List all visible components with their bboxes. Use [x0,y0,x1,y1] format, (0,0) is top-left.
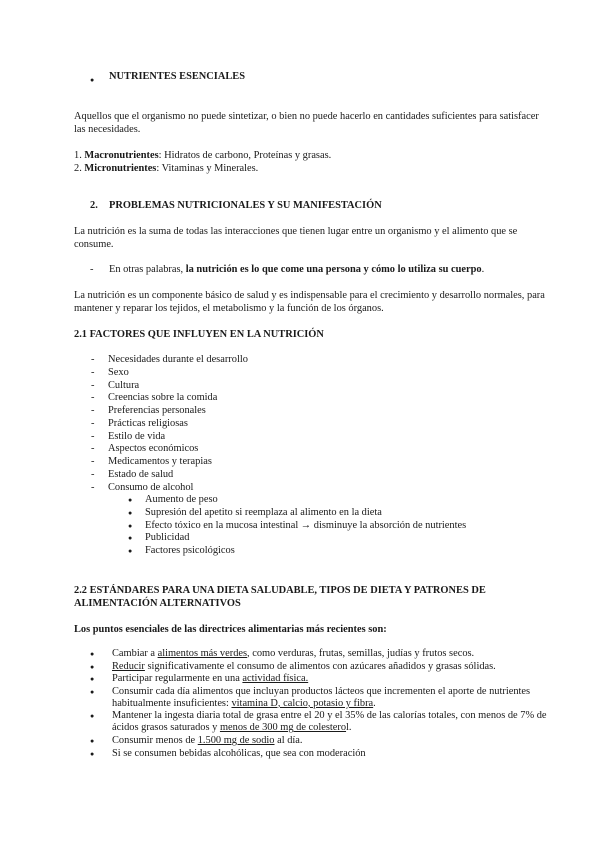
text: Mantener la ingesta diaria total de grasa entre el 20 y el 35% de las calorías totales, con menos de 7% de ácidos grasos saturados y [112,710,547,734]
dash-item-en-otras-palabras [109,264,549,277]
paragraph-nutricion-suma: La nutrición es la suma de todas las interacciones que tienen lugar entre un organismo y el alimento que se consume. [74,226,518,250]
dash-intro: En otras palabras, [109,264,186,275]
list-item: ● Factores psicológicos [128,545,558,558]
list-item: ● Publicidad [128,532,558,545]
list-item [90,748,550,760]
list-item [90,648,550,660]
list-item [90,710,550,734]
list-item [90,661,550,673]
list-item: - Consumo de alcohol [91,482,551,495]
list-item [90,673,550,685]
guidelines-list [90,648,550,760]
dash-bold: la nutrición es lo que come una persona y cómo lo utiliza su cuerpo [185,264,482,275]
underlined-text: 1.500 mg de sodio [197,734,275,746]
heading-nutrientes-esenciales: NUTRIENTES ESENCIALES [109,71,245,82]
text: Cambiar a [112,648,158,659]
list-item: - Aspectos económicos [91,443,551,456]
underlined-text: actividad física. [242,673,309,685]
underlined-text: alimentos más verdes [157,648,248,659]
list-item: - Cultura [91,380,551,393]
list-item: - Necesidades durante el desarrollo [91,354,551,367]
heading-problemas-nutricionales: PROBLEMAS NUTRICIONALES Y SU MANIFESTACIÓN [109,200,382,211]
paragraph-definition: Aquellos que el organismo no puede sintetizar, o bien no puede hacerlo en cantidades suficientes para satisfacer las necesidades. [74,111,539,135]
list-item [90,686,550,710]
text: significativamente el consumo de alimentos con azúcares añadidos y grasas sólidas. [144,660,496,672]
numbered-item [74,150,549,163]
text: Consumir menos de [112,734,198,746]
paragraph-componente-basico: La nutrición es un componente básico de salud y es indispensable para el crecimiento y desarrollo normales, para mantener y reparar los tejidos, el metabolismo y la función de los órganos. [74,290,545,314]
text: . [373,697,376,709]
list-item: - Estado de salud [91,469,551,482]
text: , como verduras, frutas, semillas, judías y frutos secos. [247,648,475,659]
item-desc: : Hidratos de carbono, Proteínas y grasas. [158,150,332,161]
numbered-item [74,163,549,176]
bullet-dot: ● [90,76,95,84]
list-item: - Estilo de vida [91,431,551,444]
section-number: 2. [90,200,98,211]
text: Participar regularmente en una [112,673,243,685]
text: l. [346,722,352,734]
item-number: 2. [74,163,82,174]
list-item: - Medicamentos y terapias [91,456,551,469]
list-item: ● Aumento de peso [128,494,558,507]
underlined-text: vitamina D, calcio, potasio y fibra [231,697,374,709]
underlined-text: menos de 300 mg de colestero [219,722,347,734]
item-term: Macronutrientes [84,150,159,161]
list-item: ● Efecto tóxico en la mucosa intestinal → disminuye la absorción de nutrientes [128,520,558,533]
list-item: - Preferencias personales [91,405,551,418]
alcohol-sublist [128,494,558,558]
heading-factores: 2.1 FACTORES QUE INFLUYEN EN LA NUTRICIÓN [74,329,324,340]
item-term: Micronutrientes [84,163,157,174]
heading-estandares: 2.2 ESTÁNDARES PARA UNA DIETA SALUDABLE, TIPOS DE DIETA Y PATRONES DE ALIMENTACIÓN ALTERNATIVOS [74,585,486,609]
list-item: ● Supresión del apetito si reemplaza al alimento en la dieta [128,507,558,520]
list-item: - Creencias sobre la comida [91,392,551,405]
factors-list [91,354,551,494]
list-item [90,735,550,747]
subheading-puntos-esenciales: Los puntos esenciales de las directrices alimentarias más recientes son: [74,624,387,635]
text: Si se consumen bebidas alcohólicas, que sea con moderación [112,747,366,759]
item-desc: : Vitaminas y Minerales. [156,163,259,174]
dash-end: . [481,264,485,275]
dash-marker: - [90,264,94,275]
underlined-text: Reducir [112,660,145,672]
text: al día. [274,734,303,746]
item-number: 1. [74,150,82,161]
list-item: - Prácticas religiosas [91,418,551,431]
text: Consumir cada día alimentos que incluyan productos lácteos que incrementen el aporte de nutrientes habitualmente insuficientes: [112,685,531,709]
list-item: - Sexo [91,367,551,380]
